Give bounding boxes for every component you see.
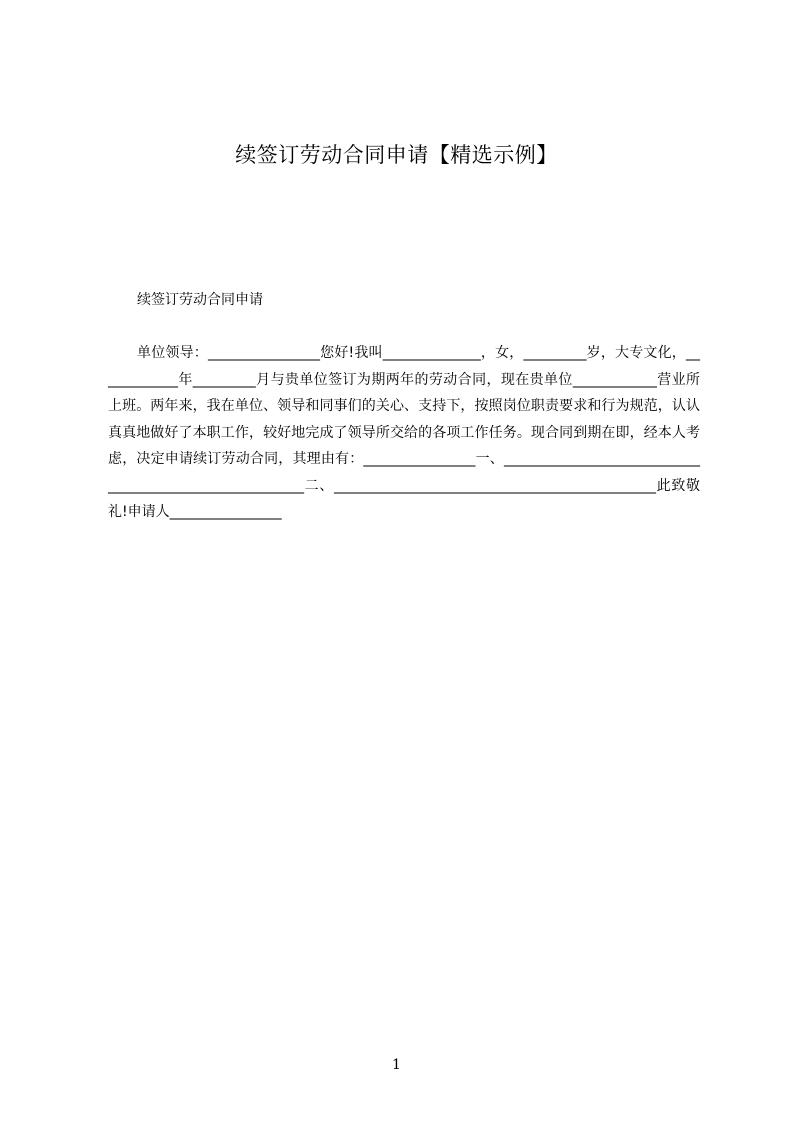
page-number: 1 [392,1057,401,1073]
document-subtitle: 续签订劳动合同申请 [137,292,263,308]
document-title: 续签订劳动合同申请【精选示例】 [235,143,558,167]
document-body: 单位领导：________________您好!我叫______________，女，_________岁，大专文化，____________年_________月与贵单位签订为期两年的劳动合同，现在贵单位____________营业所上班。两年来，我在单位、领导和同事们的关心、支持下，按照岗位职责要求和行为规范，认认真真地做好了本职工作，较好地完成了领导所交给的各项工作任务。现合同到期在即，经本人考虑，决定申请续订劳动合同，其理由有：________________一、________________________________________________________二、______________________________________________此致敬礼!申请人________________ [108,345,700,520]
